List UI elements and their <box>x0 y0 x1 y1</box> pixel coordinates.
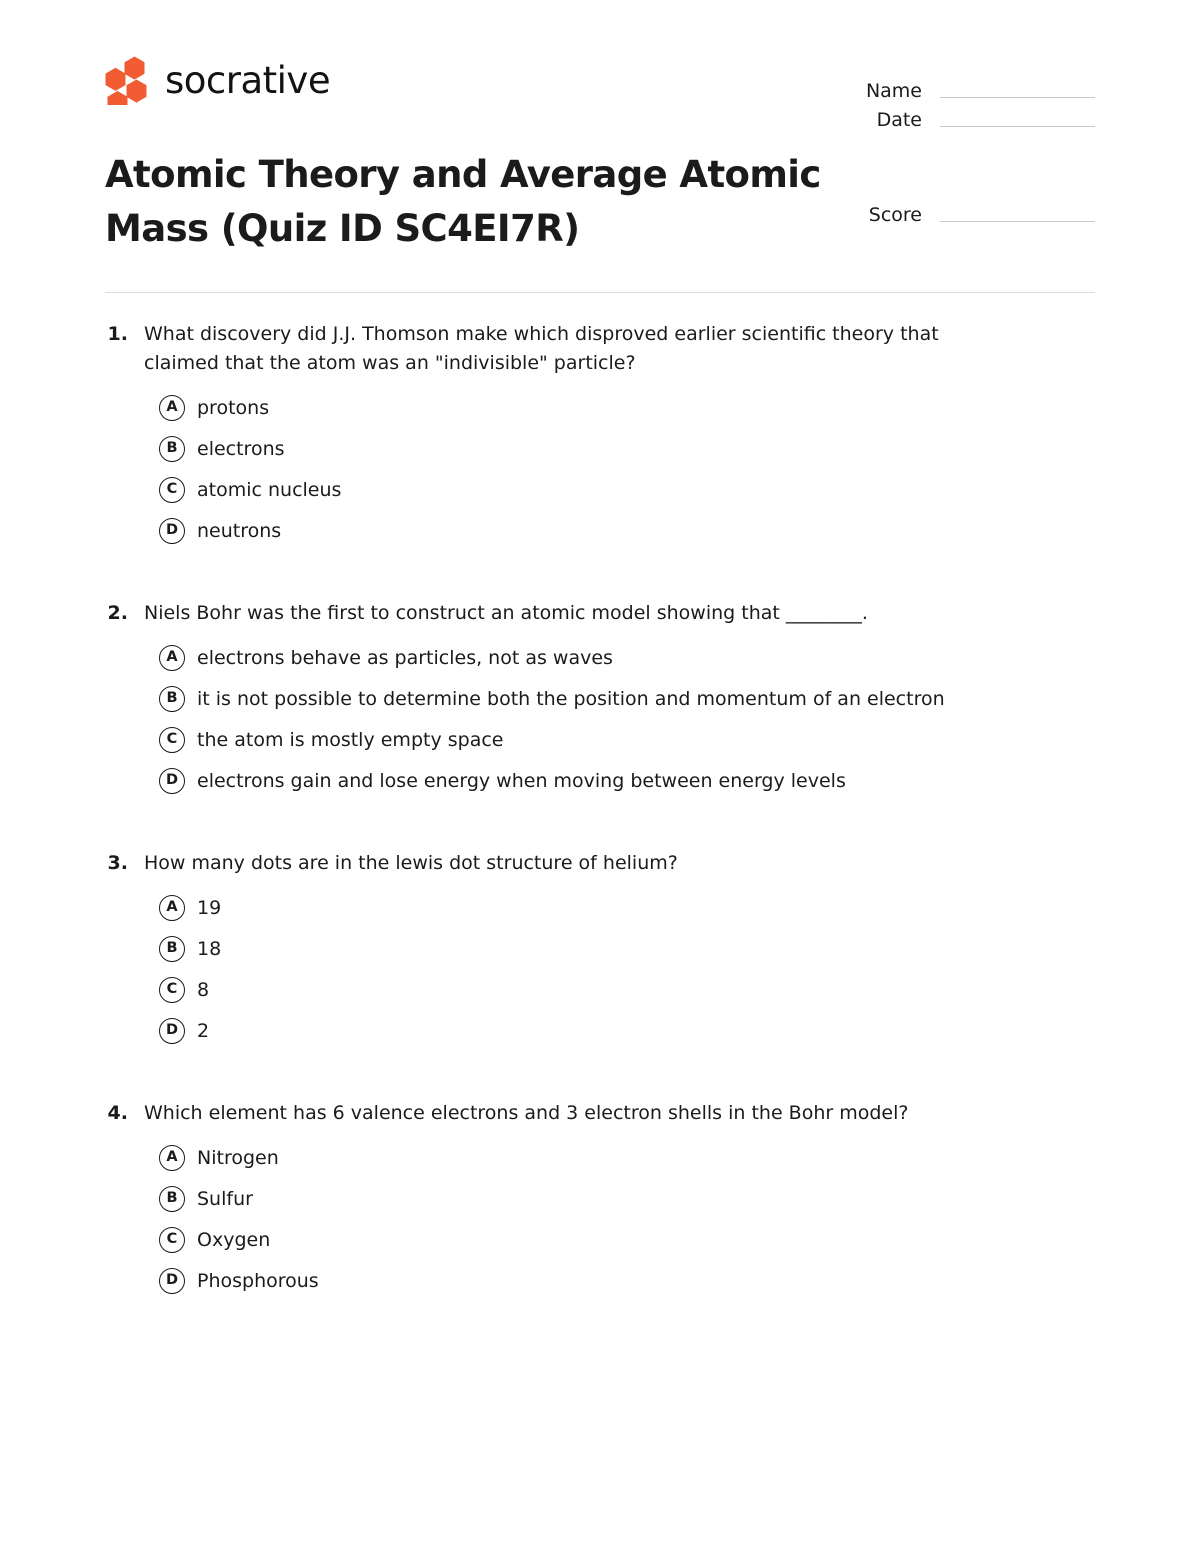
choice-bubble-a[interactable]: A <box>159 1145 185 1171</box>
socrative-logo-icon <box>105 55 151 105</box>
page-title: Atomic Theory and Average Atomic Mass (Quiz ID SC4EI7R) <box>105 153 821 250</box>
question-text: How many dots are in the lewis dot structure of helium? <box>144 852 678 874</box>
socrative-wordmark: socrative <box>165 58 331 102</box>
question-header <box>105 849 1095 878</box>
score-label: Score <box>868 204 922 226</box>
choice-bubble-b[interactable]: B <box>159 686 185 712</box>
choice-label: electrons gain and lose energy when moving between energy levels <box>197 769 846 792</box>
choice-list <box>105 1137 1095 1301</box>
header-divider <box>105 292 1095 293</box>
choice-bubble-c[interactable]: C <box>159 977 185 1003</box>
choice-option[interactable] <box>105 1137 1095 1178</box>
choice-list <box>105 887 1095 1051</box>
choice-label: atomic nucleus <box>197 478 342 501</box>
choice-option[interactable] <box>105 969 1095 1010</box>
question-block <box>105 849 1095 1051</box>
question-text: What discovery did J.J. Thomson make which disproved earlier scientific theory that claimed that the atom was an "indivisible" particle? <box>144 323 939 374</box>
choice-option[interactable] <box>105 760 1095 801</box>
choice-bubble-d[interactable]: D <box>159 1018 185 1044</box>
choice-option[interactable] <box>105 510 1095 551</box>
page-header <box>105 55 1095 250</box>
choice-bubble-a[interactable]: A <box>159 895 185 921</box>
choice-label: protons <box>197 396 270 419</box>
choice-label: Nitrogen <box>197 1146 279 1169</box>
choice-bubble-b[interactable]: B <box>159 936 185 962</box>
question-block <box>105 599 1095 801</box>
choice-label: electrons <box>197 437 285 460</box>
choice-bubble-b[interactable]: B <box>159 1186 185 1212</box>
choice-bubble-b[interactable]: B <box>159 436 185 462</box>
choice-label: the atom is mostly empty space <box>197 728 504 751</box>
choice-bubble-d[interactable]: D <box>159 518 185 544</box>
question-list <box>105 320 1095 1301</box>
choice-option[interactable] <box>105 678 1095 719</box>
choice-label: it is not possible to determine both the position and momentum of an electron <box>197 687 945 710</box>
score-input-line[interactable] <box>940 221 1095 222</box>
question-text: Niels Bohr was the first to construct an atomic model showing that ________. <box>144 602 868 624</box>
choice-bubble-c[interactable]: C <box>159 727 185 753</box>
question-number: 3. <box>107 852 128 874</box>
choice-bubble-c[interactable]: C <box>159 477 185 503</box>
date-input-line[interactable] <box>940 126 1095 127</box>
choice-option[interactable] <box>105 1260 1095 1301</box>
question-number: 2. <box>107 602 128 624</box>
choice-option[interactable] <box>105 387 1095 428</box>
question-number: 1. <box>107 323 128 345</box>
choice-bubble-d[interactable]: D <box>159 1268 185 1294</box>
choice-label: 18 <box>197 937 222 960</box>
choice-option[interactable] <box>105 469 1095 510</box>
date-label: Date <box>876 109 922 131</box>
choice-option[interactable] <box>105 1178 1095 1219</box>
name-input-line[interactable] <box>940 97 1095 98</box>
choice-label: Sulfur <box>197 1187 253 1210</box>
choice-label: Phosphorous <box>197 1269 319 1292</box>
choice-label: 8 <box>197 978 210 1001</box>
choice-bubble-d[interactable]: D <box>159 768 185 794</box>
choice-label: 19 <box>197 896 222 919</box>
question-block <box>105 1099 1095 1301</box>
socrative-brand <box>105 55 330 105</box>
question-header <box>105 320 1095 378</box>
choice-option[interactable] <box>105 1010 1095 1051</box>
choice-list <box>105 387 1095 551</box>
question-header <box>105 599 1095 628</box>
choice-label: Oxygen <box>197 1228 271 1251</box>
choice-option[interactable] <box>105 1219 1095 1260</box>
choice-list <box>105 637 1095 801</box>
choice-option[interactable] <box>105 637 1095 678</box>
choice-label: neutrons <box>197 519 282 542</box>
question-block <box>105 320 1095 551</box>
choice-option[interactable] <box>105 719 1095 760</box>
choice-label: 2 <box>197 1019 210 1042</box>
question-number: 4. <box>107 1102 128 1124</box>
question-header <box>105 1099 1095 1128</box>
choice-option[interactable] <box>105 428 1095 469</box>
choice-bubble-a[interactable]: A <box>159 645 185 671</box>
question-text: Which element has 6 valence electrons and 3 electron shells in the Bohr model? <box>144 1102 909 1124</box>
choice-option[interactable] <box>105 887 1095 928</box>
choice-option[interactable] <box>105 928 1095 969</box>
score-row <box>835 197 1095 226</box>
date-row <box>835 102 1095 131</box>
student-meta-fields <box>835 73 1095 226</box>
choice-bubble-c[interactable]: C <box>159 1227 185 1253</box>
choice-label: electrons behave as particles, not as waves <box>197 646 613 669</box>
name-label: Name <box>865 80 922 102</box>
choice-bubble-a[interactable]: A <box>159 395 185 421</box>
name-row <box>835 73 1095 102</box>
